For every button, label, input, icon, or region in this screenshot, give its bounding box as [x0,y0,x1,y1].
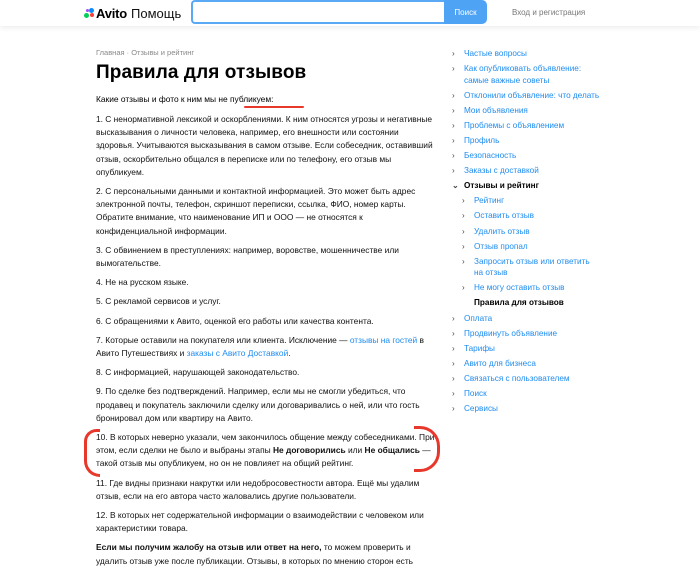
chevron-right-icon: › [452,49,455,58]
chevron-right-icon: › [452,358,455,368]
chevron-right-icon: › [452,404,455,414]
sidebar-item-label: Проблемы с объявлением [464,120,565,130]
sidebar-item-tariffs[interactable] [452,343,600,355]
search-button[interactable]: Поиск [444,0,487,24]
rule-10-suffix: — такой отзыв мы опубликуем, но он не повлияет на общий рейтинг. [96,445,431,469]
sidebar-item-label: Профиль [464,135,500,145]
sidebar-item-label: Сервисы [464,404,498,414]
chevron-right-icon: › [452,166,455,176]
chevron-right-icon: › [462,211,465,221]
sidebar-item-label: Авито для бизнеса [464,358,536,368]
login-link[interactable]: Вход и регистрация [512,8,586,17]
chevron-right-icon: › [452,90,455,100]
search-bar [191,0,487,24]
logo-brand: Avito [96,5,128,21]
sidebar-item-label: Поиск [464,388,487,398]
avito-logo[interactable] [84,5,181,21]
sidebar-item-label: Оставить отзыв [474,211,534,221]
sidebar-item-label: Рейтинг [474,196,505,206]
sidebar-item-business[interactable] [452,358,600,370]
intro-label: Какие отзывы и фото к ним мы не публикуем: [96,94,274,104]
sidebar-item-contact-user[interactable] [452,373,600,385]
annotation-underline [244,106,304,108]
chevron-right-icon: › [452,120,455,130]
help-sidebar [452,48,600,418]
rule-11: 11. Где видны признаки накрутки или недобросовестности автора. Ещё мы удалим отзыв, если на его автора часто жаловались другие пользователи. [96,477,420,501]
rule-6: 6. С обращениями к Авито, оценкой его работы или качества контента. [96,315,374,326]
rule-7-text-middle: в Авито Путешествиях и [96,334,424,359]
breadcrumb-separator: · [124,48,132,57]
chevron-right-icon: › [452,105,455,115]
complaint-bold: Если мы получим жалобу на отзыв или ответ на него, [96,542,322,553]
sidebar-item-delivery[interactable] [452,165,600,177]
sidebar-subitem-request-review[interactable] [452,256,600,279]
complaint-text: то можем проверить и удалить отзыв уже после публикации. Отзывы, в которых по мнению сторон есть [96,542,414,566]
sidebar-item-label: Отзывы и рейтинг [464,181,540,191]
sidebar-item-rejected[interactable] [452,90,600,102]
sidebar-item-label: Запросить отзыв или ответить на отзыв [474,256,590,278]
sidebar-item-profile[interactable] [452,135,600,147]
sidebar-item-label: Связаться с пользователем [464,373,570,383]
sidebar-item-promote[interactable] [452,328,600,340]
page-title: Правила для отзывов [96,62,307,83]
breadcrumb-section[interactable]: Отзывы и рейтинг [131,48,195,57]
chevron-right-icon: › [452,313,455,323]
sidebar-subitem-delete-review[interactable] [452,226,600,238]
rule-12: 12. В которых нет содержательной информации о взаимодействии с человеком или характеристики товара. [96,510,424,534]
sidebar-item-label: Частые вопросы [464,49,527,58]
chevron-right-icon: › [462,241,465,251]
sidebar-item-payment[interactable] [452,313,600,325]
sidebar-item-search[interactable] [452,388,600,400]
stage-not-agreed: Не договорились [272,445,346,456]
delivery-orders-link[interactable]: заказы с Авито Доставкой [186,348,289,359]
chevron-right-icon: › [462,226,465,236]
sidebar-item-label: Тарифы [464,343,495,353]
sidebar-item-services[interactable] [452,403,600,415]
chevron-right-icon: › [452,343,455,353]
sidebar-item-security[interactable] [452,150,600,162]
article [96,48,438,568]
chevron-right-icon: › [452,151,455,161]
rule-1: 1. С ненормативной лексикой и оскорблениями. К ним относятся угрозы и негативные высказывания о личности человека, например, его внешности или состоянии здоровья. Учитываются высказывания в самом отзыве. Если собеседник, оставивший отзыв, оскорбительно общался в переписке или по телефону, его отзыв мы опубликуем. [96,114,433,177]
rule-9: 9. По сделке без подтверждений. Например, если мы не смогли убедиться, что продавец и покупатель заключили сделку или договаривались о ней, или что гость бронировал дом или квартиру на Авито. [96,386,420,423]
intro-text [96,94,273,104]
sidebar-item-label: Оплата [464,313,493,323]
breadcrumb-home[interactable]: Главная [96,48,125,57]
rule-8: 8. С информацией, нарушающей законодательство. [96,367,300,378]
rule-7-suffix: . [288,348,291,359]
sidebar-item-label: Продвинуть объявление [464,328,558,338]
stage-not-talked: Не общались [364,445,420,456]
rule-7-text: 7. Которые оставили на покупателя или клиента. Исключение — [96,334,350,345]
rule-4: 4. Не на русском языке. [96,277,189,288]
sidebar-item-label: Отклонили объявление: что делать [464,90,600,100]
search-input[interactable] [191,0,444,24]
rule-10 [96,431,438,471]
rule-7 [96,334,438,360]
annotation-bracket-right [414,426,440,472]
sidebar-item-my-ads[interactable] [452,105,600,117]
sidebar-item-label: Отзыв пропал [474,241,528,251]
rule-10-text: 10. В которых неверно указали, чем закончилось общение между собеседниками. При этом, если сделки не было и выбраны этапы [96,432,435,456]
chevron-right-icon: › [452,388,455,398]
sidebar-item-ad-problems[interactable] [452,120,600,132]
sidebar-subitem-leave-review[interactable] [452,210,600,222]
sidebar-item-faq[interactable] [452,48,600,60]
sidebar-item-reviews[interactable] [452,180,600,192]
rule-2: 2. С персональными данными и контактной информацией. Это может быть адрес электронной почты, телефон, скриншот переписки, ссылка, ФИО, номер карты. Обратите внимание, что наименование ИП и ООО — не относятся к конфиденциальной информации. [96,186,416,236]
logo-section: Помощь [131,5,182,21]
rule-5: 5. С рекламой сервисов и услуг. [96,296,221,307]
chevron-right-icon: › [452,135,455,145]
breadcrumb [96,48,438,57]
rule-10-or: или [345,445,365,456]
sidebar-subitem-review-missing[interactable] [452,241,600,253]
chevron-right-icon: › [462,196,465,206]
sidebar-item-publish-tips[interactable] [452,63,600,86]
sidebar-item-label: Безопасность [464,151,517,161]
sidebar-current-review-rules: Правила для отзывов [474,298,564,308]
rule-3: 3. С обвинением в преступлениях: например, воровстве, мошенничестве или вымогательстве. [96,244,399,269]
chevron-right-icon: › [462,283,465,293]
chevron-right-icon: › [452,328,455,338]
sidebar-item-label: Заказы с доставкой [464,166,539,176]
sidebar-item-label: Как опубликовать объявление: самые важные советы [464,64,582,85]
annotation-bracket-left [84,429,100,477]
avito-logo-icon [84,8,95,19]
chevron-right-icon: › [452,373,455,383]
complaint-paragraph [96,541,438,567]
chevron-right-icon: › [452,64,455,74]
top-header [0,0,700,26]
chevron-down-icon: ⌄ [452,181,459,191]
sidebar-item-label: Мои объявления [464,105,528,115]
sidebar-item-label: Не могу оставить отзыв [474,283,565,293]
guest-reviews-link[interactable]: отзывы на гостей [349,334,418,345]
chevron-right-icon: › [462,256,465,266]
sidebar-subitem-cant-review[interactable] [452,282,600,294]
sidebar-subitem-rating[interactable] [452,195,600,207]
sidebar-item-label: Удалить отзыв [474,226,530,236]
